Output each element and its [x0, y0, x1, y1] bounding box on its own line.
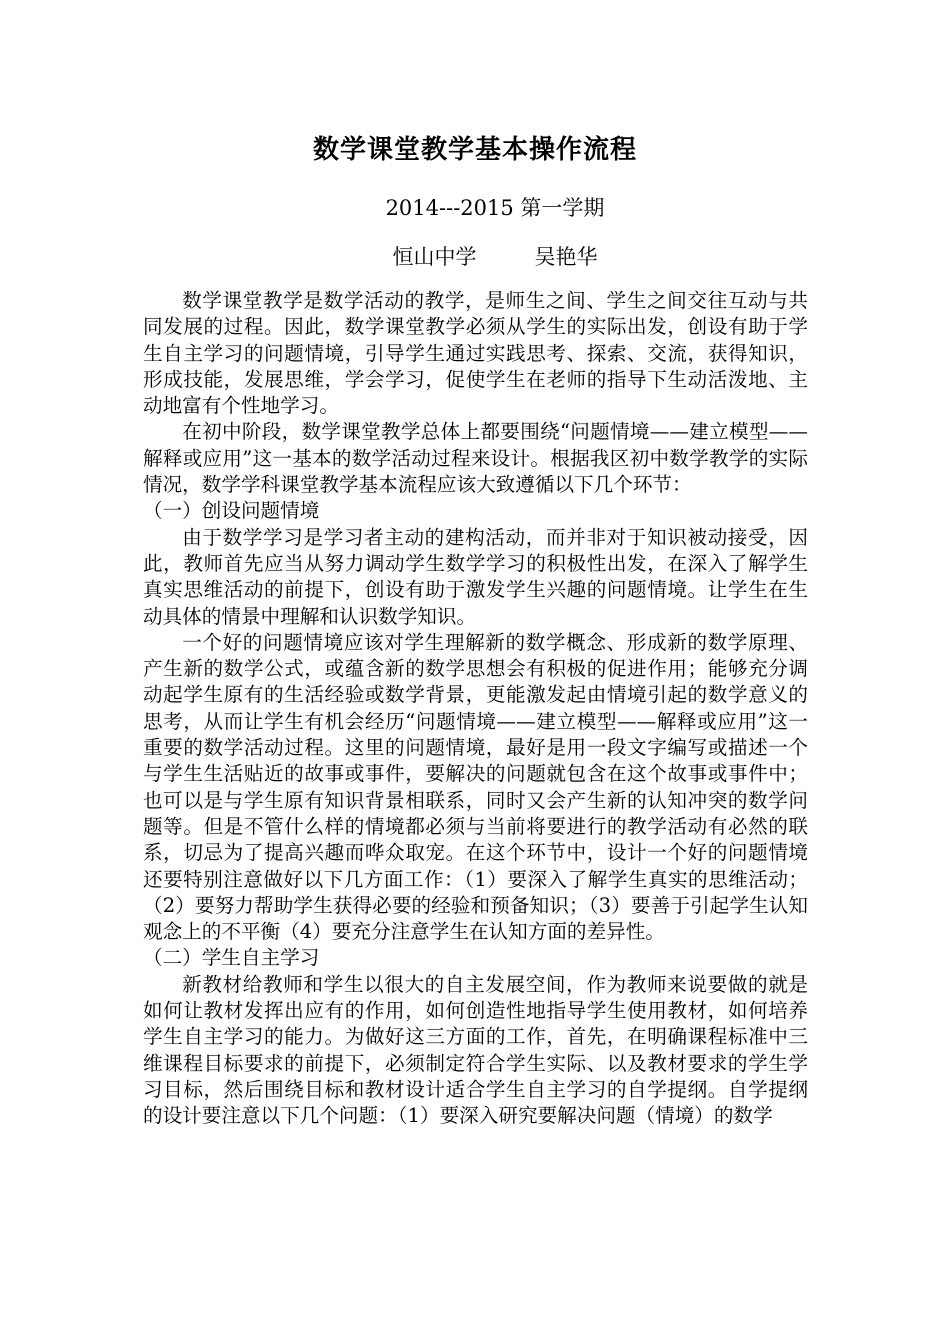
- intro-paragraph-2: 在初中阶段，数学课堂教学总体上都要围绕“问题情境——建立模型——解释或应用”这一基本的数学活动过程来设计。根据我区初中数学教学的实际情况，数学学科课堂教学基本流程应该大致遵循以下几个环节：: [143, 420, 808, 497]
- section1-paragraph-2: 一个好的问题情境应该对学生理解新的数学概念、形成新的数学原理、产生新的数学公式，或蕴含新的数学思想会有积极的促进作用；能够充分调动起学生原有的生活经验或数学背景，更能激发起由情境引起的数学意义的思考，从而让学生有机会经历“问题情境——建立模型——解释或应用”这一重要的数学活动过程。这里的问题情境，最好是用一段文字编写或描述一个与学生生活贴近的故事或事件，要解决的问题就包含在这个故事或事件中；也可以是与学生原有知识背景相联系，同时又会产生新的认知冲突的数学问题等。但是不管什么样的情境都必须与当前将要进行的教学活动有必然的联系，切忌为了提高兴趣而哗众取宠。在这个环节中，设计一个好的问题情境还要特别注意做好以下几方面工作：（1）要深入了解学生真实的思维活动；（2）要努力帮助学生获得必要的经验和预备知识；（3）要善于引起学生认知观念上的不平衡（4）要充分注意学生在认知方面的差异性。: [143, 630, 808, 944]
- document-body: [143, 288, 808, 1130]
- intro-paragraph-1: 数学课堂教学是数学活动的教学，是师生之间、学生之间交往互动与共同发展的过程。因此，数学课堂教学必须从学生的实际出发，创设有助于学生自主学习的问题情境，引导学生通过实践思考、探索、交流，获得知识，形成技能，发展思维，学会学习，促使学生在老师的指导下生动活泼地、主动地富有个性地学习。: [143, 289, 808, 418]
- section1-paragraph-1: 由于数学学习是学习者主动的建构活动，而并非对于知识被动接受，因此，教师首先应当从努力调动学生数学学习的积极性出发，在深入了解学生真实思维活动的前提下，创设有助于激发学生兴趣的问题情境。让学生在生动具体的情景中理解和认识数学知识。: [143, 525, 808, 628]
- term-label: 2014---2015 第一学期: [385, 196, 605, 220]
- school-name: 恒山中学: [392, 245, 477, 269]
- section-heading-2: （二）学生自主学习: [143, 946, 320, 970]
- byline: [0, 243, 950, 271]
- section2-paragraph-1: 新教材给教师和学生以很大的自主发展空间，作为教师来说要做的就是如何让教材发挥出应有的作用，如何创造性地指导学生使用教材，如何培养学生自主学习的能力。为做好这三方面的工作，首先，在明确课程标准中三维课程目标要求的前提下，必须制定符合学生实际、以及教材要求的学生学习目标，然后围绕目标和教材设计适合学生自主学习的自学提纲。自学提纲的设计要注意以下几个问题：（1）要深入研究要解决问题（情境）的数学: [143, 972, 808, 1128]
- section-heading-1: （一）创设问题情境: [143, 499, 320, 523]
- author-name: 吴艳华: [534, 245, 598, 269]
- document-title: 数学课堂教学基本操作流程: [312, 135, 637, 165]
